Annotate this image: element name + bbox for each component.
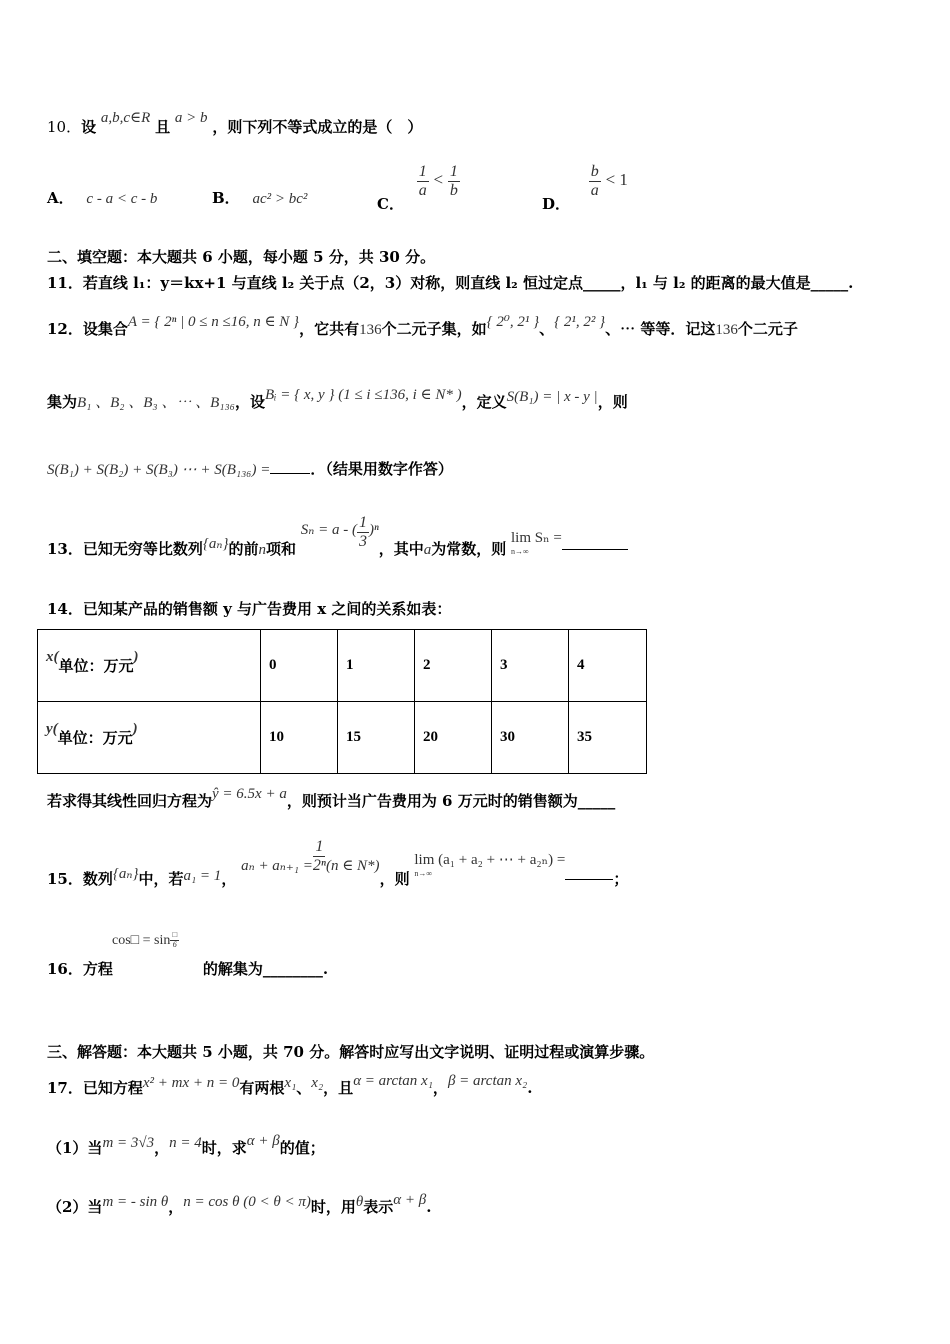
x-value-2: 2: [415, 630, 492, 702]
x-value-1: 1: [338, 630, 415, 702]
table-row-y: [38, 702, 647, 774]
q10-option-d[interactable]: D． $\frac{b}{a}$ < 1: [542, 163, 628, 214]
q13-text: 13．已知无穷等比数列{aₙ}的前n项和 Sₙ = a - ( $\frac{1}{3}$ )ⁿ，其中a为常数，则 lim Sₙ = n→∞: [47, 518, 628, 550]
q15-answer-blank[interactable]: [565, 865, 613, 880]
x-value-3: 3: [492, 630, 569, 702]
q14-title: 14．已知某产品的销售额 y 与广告费用 x 之间的关系如表：: [47, 600, 452, 618]
section-2-heading: 二、填空题：本大题共 6 小题，每小题 5 分，共 30 分。: [47, 248, 436, 266]
q16-equation: cos□ = sin $\frac{□}{6}$: [112, 929, 178, 949]
y-value-2: 20: [415, 702, 492, 774]
table-row-x: [38, 630, 647, 702]
y-value-4: 35: [569, 702, 647, 774]
q16-text: 16．方程 的解集为________.: [47, 960, 329, 978]
q17-part-2: （2）当m = - sin θ，n = cos θ (0 < θ < π)时，用θ表示α + β.: [47, 1192, 432, 1216]
q10-math-cond: a > b: [174, 110, 208, 126]
q13-answer-blank[interactable]: [562, 535, 628, 550]
q17-part-1: （1）当m = 3√3，n = 4时，求α + β的值；: [47, 1133, 325, 1157]
q17-stem: 17．已知方程x² + mx + n = 0有两根x₁、x₂，且α = arctan x₁，β = arctan x₂.: [47, 1073, 533, 1097]
q12-line3: S(B₁) + S(B₂) + S(B₃) ⋯ + S(B₁₃₆) = ．（结果用数字作答）: [47, 460, 453, 478]
q14-follow-up: 若求得其线性回归方程为ŷ = 6.5x + a，则预计当广告费用为 6 万元时的销售额为_____: [47, 786, 616, 810]
q10-option-c[interactable]: C． $\frac{1}{a}$ < $\frac{1}{b}$: [377, 163, 458, 214]
q10-stem: 10．设 a,b,c∈R 且 a > b ，则下列不等式成立的是（ ）: [47, 110, 423, 136]
q12-set-a: A = { 2ⁿ | 0 ≤ n ≤16, n ∈ N }: [127, 314, 300, 330]
y-value-1: 15: [338, 702, 415, 774]
q12-answer-blank[interactable]: [270, 459, 310, 474]
q10-option-a[interactable]: A． c - a < c - b: [47, 189, 158, 207]
x-value-4: 4: [569, 630, 647, 702]
x-header-cell: x(单位：万元): [38, 630, 261, 702]
y-value-3: 30: [492, 702, 569, 774]
y-header-cell: y(单位：万元): [38, 702, 261, 774]
q15-text: 15．数列{aₙ}中，若a₁ = 1， aₙ + aₙ₊₁ = $\frac{1}{\text{2ⁿ}}$ (n ∈ N*)，则 lim (a₁ + a₂ + ⋯ + a₂ₙ) = n→∞ ；: [47, 838, 629, 889]
y-value-0: 10: [261, 702, 338, 774]
q14-regression-equation: ŷ = 6.5x + a: [212, 786, 287, 802]
q14-data-table: [37, 629, 647, 774]
section-3-heading: 三、解答题：本大题共 5 小题，共 70 分。解答时应写出文字说明、证明过程或演算步骤。: [47, 1043, 655, 1061]
q12-line2: 集为B₁ 、B₂ 、B₃ 、⋯ 、B₁₃₆，设Bᵢ = { x, y } (1 ≤ i ≤136, i ∈ N* )，定义S(B₁) = | x - y |，则: [47, 387, 628, 411]
q10-number: 10．: [47, 118, 82, 136]
q11-text: 11．若直线 l₁：y＝kx+1 与直线 l₂ 关于点（2，3）对称，则直线 l₂ 恒过定点_____，l₁ 与 l₂ 的距离的最大值是_____.: [47, 274, 854, 292]
q12-line1: 12．设集合A = { 2ⁿ | 0 ≤ n ≤16, n ∈ N }，它共有136个二元子集，如{ 2⁰, 2¹ }、{ 2¹, 2² }、⋯ 等等．记这136个二元子: [47, 314, 798, 338]
q10-math-set: a,b,c∈R: [100, 110, 151, 126]
q10-option-b[interactable]: B． ac² > bc²: [212, 189, 308, 207]
x-value-0: 0: [261, 630, 338, 702]
